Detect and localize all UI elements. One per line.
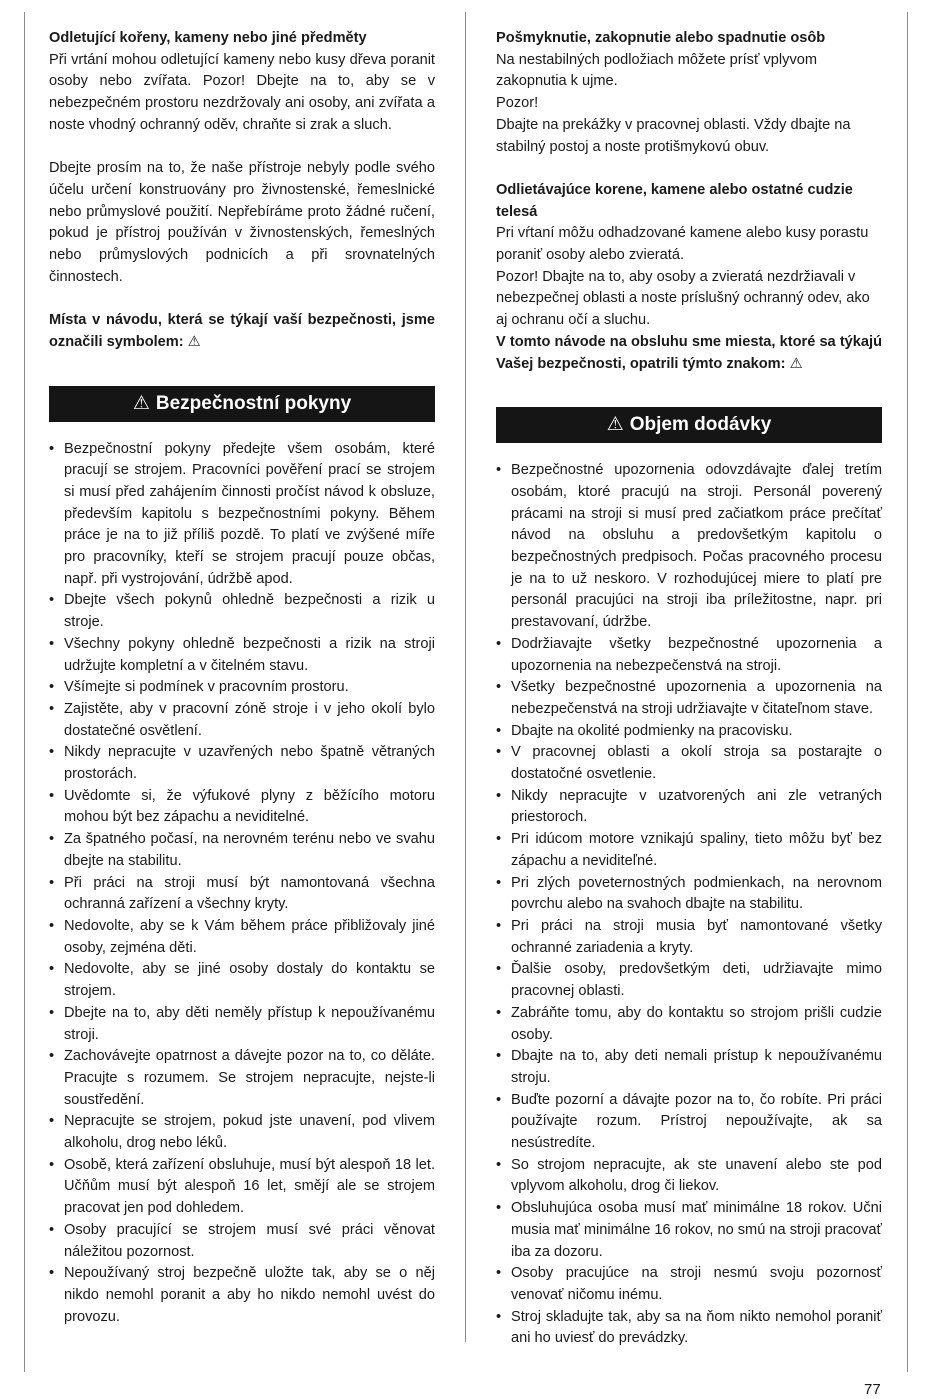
section-title: Objem dodávky	[629, 414, 772, 436]
list-item: • Stroj skladujte tak, aby sa na ňom nikto nemohol poraniť ani ho uviesť do prevádzky.	[496, 1307, 882, 1350]
list-item: • Nikdy nepracujte v uzatvorených ani zle vetraných priestoroch.	[496, 786, 882, 829]
list-item: • Ďalšie osoby, predovšetkým deti, udržiavajte mimo pracovnej oblasti.	[496, 959, 882, 1002]
list-item: • Dbejte na to, aby děti neměly přístup k nepoužívanému stroji.	[49, 1003, 435, 1046]
list-item: • Všetky bezpečnostné upozornenia a upozornenia na nebezpečenstvá na stroji udržiavajte v čitateľnom stave.	[496, 677, 882, 720]
page-number: 77	[864, 1381, 881, 1398]
list-item: • Uvědomte si, že výfukové plyny z běžícího motoru mohou být bez zápachu a neviditelné.	[49, 786, 435, 829]
flying-objects-heading-sk: Odlietávajúce korene, kamene alebo ostatné cudzie telesá	[496, 181, 853, 220]
list-item: • Pri práci na stroji musia byť namontované všetky ochranné zariadenia a kryty.	[496, 916, 882, 959]
list-item: • Pri zlých poveternostných podmienkach, na nerovnom povrchu alebo na svahoch dbajte na stabilitu.	[496, 873, 882, 916]
slip-warning: Pozor!	[496, 95, 539, 112]
section-header-delivery	[496, 407, 882, 443]
list-item: • Osoby pracujúce na stroji nesmú svoju pozornosť venovať ničomu inému.	[496, 1263, 882, 1306]
list-item: • Dodržiavajte všetky bezpečnostné upozornenia a upozornenia na nebezpečenstvá na stroji.	[496, 634, 882, 677]
list-item: • Všímejte si podmínek v pracovním prostoru.	[49, 677, 435, 699]
list-item: • Nepracujte se strojem, pokud jste unavení, pod vlivem alkoholu, drog nebo léků.	[49, 1111, 435, 1154]
column-divider	[465, 12, 466, 1342]
warning-icon: ⚠	[132, 392, 150, 414]
list-item: • Za špatného počasí, na nerovném terénu nebo ve svahu dbejte na stabilitu.	[49, 829, 435, 872]
list-item: • Obsluhujúca osoba musí mať minimálne 18 rokov. Učni musia mať minimálne 16 rokov, no smú na stroji pracovať iba za dozoru.	[496, 1198, 882, 1263]
list-item: • Bezpečnostné upozornenia odovzdávajte ďalej tretím osobám, ktoré pracujú na stroji. Personál poverený prácami na stroji si musí pred začiatkom práce prečítať návod na obsluhu a predovšetkým kapitolu o bezpečnostných predpisoch. Počas pracovného procesu je na to už neskoro. V rozhodujúcej miere to platí pre personál pracujúci na stroji iba príležitostne, napr. pri prestavovaní, údržbe.	[496, 460, 882, 634]
list-item: • Buďte pozorní a dávajte pozor na to, čo robíte. Pri práci používajte rozum. Prístroj nepoužívajte, ak sa nesústredíte.	[496, 1090, 882, 1155]
list-item: • Osobě, která zařízení obsluhuje, musí být alespoň 18 let. Učňům musí být alespoň 16 let, smějí ale se strojem pracovat jen pod dohledem.	[49, 1155, 435, 1220]
list-item: • Osoby pracující se strojem musí své práci věnovat náležitou pozornost.	[49, 1220, 435, 1263]
warning-icon: ⚠	[606, 414, 624, 436]
flying-objects-text-sk-2: Pozor! Dbajte na to, aby osoby a zvieratá nezdržiavali v nebezpečnej oblasti a noste príslušný ochranný odev, ako aj ochranu očí a sluchu.	[496, 268, 870, 329]
list-item: • Pri idúcom motore vznikajú spaliny, tieto môžu byť bez zápachu a neviditeľné.	[496, 829, 882, 872]
page-border-left	[24, 12, 25, 1372]
list-item: • Zabráňte tomu, aby do kontaktu so strojom prišli cudzie osoby.	[496, 1003, 882, 1046]
flying-objects-text: Při vrtání mohou odletující kameny nebo kusy dřeva poranit osoby nebo zvířata. Pozor! Dbejte na to, aby se v nebezpečném prostoru nezdržovaly ani osoby, ani zvířata a noste vhodný ochranný oděv, chraňte si zrak a sluch.	[49, 51, 435, 133]
list-item: • So strojom nepracujte, ak ste unavení alebo ste pod vplyvom alkoholu, drog či liekov.	[496, 1155, 882, 1198]
list-item: • Zachovávejte opatrnost a dávejte pozor na to, co děláte. Pracujte s rozumem. Se strojem nepracujte, nejste-li soustředění.	[49, 1046, 435, 1111]
safety-list	[49, 439, 435, 1329]
list-item: • Nikdy nepracujte v uzavřených nebo špatně větraných prostorách.	[49, 742, 435, 785]
slip-text-2: Dbajte na prekážky v pracovnej oblasti. Vždy dbajte na stabilný postoj a noste protišmykovú obuv.	[496, 116, 851, 155]
right-column	[496, 28, 882, 1350]
list-item: • Dbajte na okolité podmienky na pracovisku.	[496, 721, 882, 743]
commercial-use-note: Dbejte prosím na to, že naše přístroje nebyly podle svého účelu určení konstruovány pro živnostenské, řemeslnické nebo průmyslové použití. Nepřebíráme proto žádné ručení, pokud je přístroj používán v živnostenských, řemeslných nebo průmyslových podnicích a při srovnatelných činnostech.	[49, 160, 435, 285]
safety-symbol-note-sk: V tomto návode na obsluhu sme miesta, ktoré sa týkajú Vašej bezpečnosti, opatrili týmto znakom: ⚠	[496, 333, 882, 372]
list-item: • Nedovolte, aby se jiné osoby dostaly do kontaktu se strojem.	[49, 959, 435, 1002]
list-item: • Nepoužívaný stroj bezpečně uložte tak, aby se o něj nikdo nemohl poranit a aby ho nikdo nemohl uvést do provozu.	[49, 1263, 435, 1328]
slip-heading: Pošmyknutie, zakopnutie alebo spadnutie osôb	[496, 30, 826, 46]
section-header-safety	[49, 386, 435, 422]
list-item: • Dbajte na to, aby deti nemali prístup k nepoužívanému stroju.	[496, 1046, 882, 1089]
safety-list-sk	[496, 460, 882, 1350]
list-item: • Dbejte všech pokynů ohledně bezpečnosti a rizik u stroje.	[49, 590, 435, 633]
list-item: • Při práci na stroji musí být namontovaná všechna ochranná zařízení a všechny kryty.	[49, 873, 435, 916]
slip-text: Na nestabilných podložiach môžete prísť vplyvom zakopnutia k ujme.	[496, 51, 818, 90]
list-item: • Bezpečnostní pokyny předejte všem osobám, které pracují se strojem. Pracovníci pověření prací se strojem si musí před zahájením činnosti pročíst návod k obsluze, především kapitolu s bezpečnostními pokyny. Během práce je na to již příliš pozdě. To platí ve zvýšené míře pro pracovníky, kteří se strojem pracují pouze občas, např. při vystrojování, údržbě apod.	[49, 439, 435, 591]
list-item: • Nedovolte, aby se k Vám během práce přibližovaly jiné osoby, zejména děti.	[49, 916, 435, 959]
section-title: Bezpečnostní pokyny	[155, 392, 352, 414]
safety-symbol-note: Místa v návodu, která se týkají vaší bezpečnosti, jsme označili symbolem: ⚠	[49, 312, 435, 350]
left-column	[49, 28, 435, 1328]
page-border-right	[907, 12, 908, 1372]
flying-objects-text-sk: Pri vŕtaní môžu odhadzované kamene alebo kusy porastu poraniť osoby alebo zvieratá.	[496, 225, 869, 264]
list-item: • V pracovnej oblasti a okolí stroja sa postarajte o dostatočné osvetlenie.	[496, 742, 882, 785]
flying-objects-heading: Odletující kořeny, kameny nebo jiné předměty	[49, 30, 367, 46]
list-item: • Všechny pokyny ohledně bezpečnosti a rizik na stroji udržujte kompletní a v čitelném stavu.	[49, 634, 435, 677]
list-item: • Zajistěte, aby v pracovní zóně stroje i v jeho okolí bylo dostatečné osvětlení.	[49, 699, 435, 742]
